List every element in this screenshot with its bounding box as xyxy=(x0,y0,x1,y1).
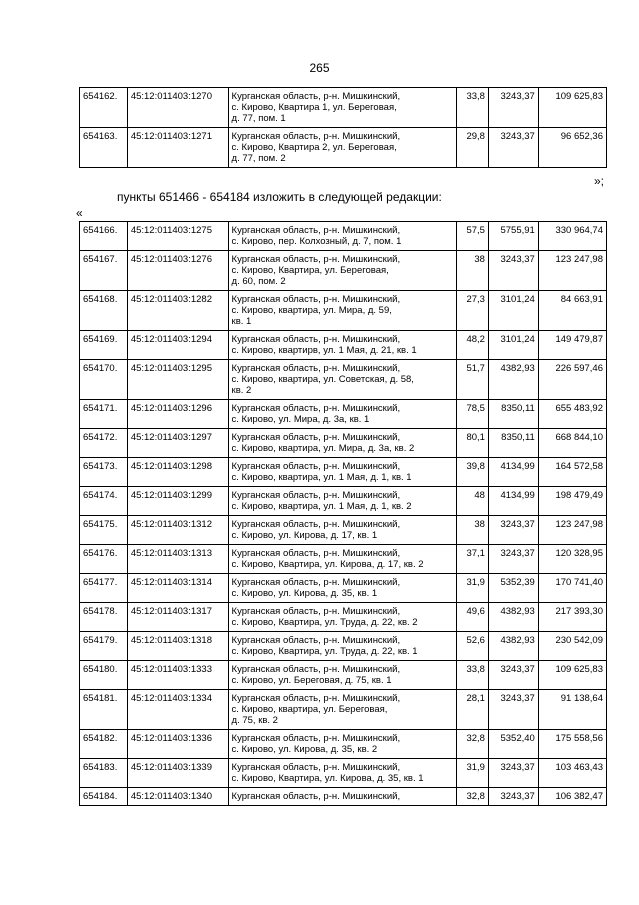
address-cell xyxy=(228,360,457,400)
price-per-unit-cell: 3101,24 xyxy=(488,291,538,331)
address-line: Курганская область, р-н. Мишкинский, xyxy=(231,548,401,559)
area-cell: 33,8 xyxy=(457,88,489,128)
address-line: Курганская область, р-н. Мишкинский, xyxy=(231,577,401,588)
table-row xyxy=(80,574,607,603)
total-value-cell: 120 328,95 xyxy=(538,545,606,574)
cadastral-number-cell: 45:12:011403:1282 xyxy=(127,291,228,331)
cadastral-number-cell: 45:12:011403:1318 xyxy=(127,632,228,661)
table-row xyxy=(80,291,607,331)
price-per-unit-cell: 3243,37 xyxy=(488,788,538,806)
total-value-cell: 175 558,56 xyxy=(538,730,606,759)
address-line: с. Кирово, квартира, ул. 1 Мая, д. 1, кв. 2 xyxy=(231,501,412,512)
address-cell xyxy=(228,545,457,574)
total-value-cell: 91 138,64 xyxy=(538,690,606,730)
area-cell: 52,6 xyxy=(457,632,489,661)
row-number-cell: 654178. xyxy=(80,603,128,632)
area-cell: 31,9 xyxy=(457,759,489,788)
total-value-cell: 123 247,98 xyxy=(538,516,606,545)
row-number-cell: 654167. xyxy=(80,251,128,291)
row-number-cell: 654183. xyxy=(80,759,128,788)
area-cell: 27,3 xyxy=(457,291,489,331)
row-number-cell: 654181. xyxy=(80,690,128,730)
address-line: с. Кирово, Квартира, ул. Труда, д. 22, кв. 1 xyxy=(231,646,418,657)
address-cell xyxy=(228,730,457,759)
address-cell xyxy=(228,690,457,730)
address-cell xyxy=(228,603,457,632)
address-line: с. Кирово, квартира, ул. Береговая, xyxy=(231,704,388,715)
total-value-cell: 226 597,46 xyxy=(538,360,606,400)
total-value-cell: 96 652,36 xyxy=(538,128,606,168)
address-cell xyxy=(228,222,457,251)
property-table-bottom xyxy=(79,221,607,806)
address-cell xyxy=(228,331,457,360)
total-value-cell: 198 479,49 xyxy=(538,487,606,516)
area-cell: 38 xyxy=(457,516,489,545)
area-cell: 31,9 xyxy=(457,574,489,603)
address-line: Курганская область, р-н. Мишкинский, xyxy=(231,334,401,345)
area-cell: 39,8 xyxy=(457,458,489,487)
table-row xyxy=(80,632,607,661)
address-line: Курганская область, р-н. Мишкинский, xyxy=(231,461,401,472)
price-per-unit-cell: 3243,37 xyxy=(488,661,538,690)
cadastral-number-cell: 45:12:011403:1312 xyxy=(127,516,228,545)
address-line: Курганская область, р-н. Мишкинский, xyxy=(231,254,401,265)
cadastral-number-cell: 45:12:011403:1333 xyxy=(127,661,228,690)
address-cell xyxy=(228,574,457,603)
address-line: с. Кирово, ул. Кирова, д. 17, кв. 1 xyxy=(231,530,378,541)
table-row xyxy=(80,360,607,400)
total-value-cell: 230 542,09 xyxy=(538,632,606,661)
address-line: Курганская область, р-н. Мишкинский, xyxy=(231,403,401,414)
row-number-cell: 654166. xyxy=(80,222,128,251)
price-per-unit-cell: 4382,93 xyxy=(488,603,538,632)
address-line: Курганская область, р-н. Мишкинский, xyxy=(231,519,401,530)
address-cell xyxy=(228,128,457,168)
price-per-unit-cell: 3243,37 xyxy=(488,690,538,730)
cadastral-number-cell: 45:12:011403:1294 xyxy=(127,331,228,360)
cadastral-number-cell: 45:12:011403:1336 xyxy=(127,730,228,759)
address-cell xyxy=(228,487,457,516)
address-line: Курганская область, р-н. Мишкинский, xyxy=(231,791,401,802)
total-value-cell: 330 964,74 xyxy=(538,222,606,251)
address-line: д. 60, пом. 2 xyxy=(231,276,286,287)
address-line: с. Кирово, квартирв, ул. 1 Мая, д. 21, кв. 1 xyxy=(231,345,417,356)
area-cell: 57,5 xyxy=(457,222,489,251)
address-line: кв. 1 xyxy=(231,316,252,327)
cadastral-number-cell: 45:12:011403:1299 xyxy=(127,487,228,516)
price-per-unit-cell: 5352,40 xyxy=(488,730,538,759)
price-per-unit-cell: 8350,11 xyxy=(488,400,538,429)
address-line: с. Кирово, Квартира, ул. Береговая, xyxy=(231,265,389,276)
address-cell xyxy=(228,759,457,788)
address-line: Курганская область, р-н. Мишкинский, xyxy=(231,693,401,704)
row-number-cell: 654170. xyxy=(80,360,128,400)
address-cell xyxy=(228,788,457,806)
total-value-cell: 668 844,10 xyxy=(538,429,606,458)
area-cell: 37,1 xyxy=(457,545,489,574)
row-number-cell: 654182. xyxy=(80,730,128,759)
area-cell: 78,5 xyxy=(457,400,489,429)
area-cell: 32,8 xyxy=(457,788,489,806)
price-per-unit-cell: 3243,37 xyxy=(488,128,538,168)
table-row xyxy=(80,759,607,788)
address-line: с. Кирово, ул. Береговая, д. 75, кв. 1 xyxy=(231,675,392,686)
address-line: Курганская область, р-н. Мишкинский, xyxy=(231,733,401,744)
cadastral-number-cell: 45:12:011403:1276 xyxy=(127,251,228,291)
table-row xyxy=(80,331,607,360)
price-per-unit-cell: 4134,99 xyxy=(488,458,538,487)
address-cell xyxy=(228,291,457,331)
row-number-cell: 654175. xyxy=(80,516,128,545)
address-line: д. 77, пом. 1 xyxy=(231,113,286,124)
price-per-unit-cell: 3243,37 xyxy=(488,545,538,574)
address-line: с. Кирово, Квартира 2, ул. Береговая, xyxy=(231,142,397,153)
table-row xyxy=(80,545,607,574)
area-cell: 48 xyxy=(457,487,489,516)
price-per-unit-cell: 3243,37 xyxy=(488,251,538,291)
row-number-cell: 654163. xyxy=(80,128,128,168)
row-number-cell: 654171. xyxy=(80,400,128,429)
row-number-cell: 654180. xyxy=(80,661,128,690)
address-line: с. Кирово, ул. Кирова, д. 35, кв. 2 xyxy=(231,744,378,755)
address-cell xyxy=(228,400,457,429)
row-number-cell: 654176. xyxy=(80,545,128,574)
address-line: с. Кирово, квартира, ул. Мира, д. 3а, кв. 2 xyxy=(231,443,415,454)
address-line: с. Кирово, Квартира, ул. Кирова, д. 17, кв. 2 xyxy=(231,559,424,570)
row-number-cell: 654168. xyxy=(80,291,128,331)
price-per-unit-cell: 3101,24 xyxy=(488,331,538,360)
price-per-unit-cell: 4382,93 xyxy=(488,360,538,400)
row-number-cell: 654174. xyxy=(80,487,128,516)
address-line: д. 77, пом. 2 xyxy=(231,153,286,164)
row-number-cell: 654173. xyxy=(80,458,128,487)
address-line: кв. 2 xyxy=(231,385,252,396)
address-line: Курганская область, р-н. Мишкинский, xyxy=(231,225,401,236)
cadastral-number-cell: 45:12:011403:1298 xyxy=(127,458,228,487)
total-value-cell: 164 572,58 xyxy=(538,458,606,487)
cadastral-number-cell: 45:12:011403:1334 xyxy=(127,690,228,730)
address-line: с. Кирово, Квартира, ул. Кирова, д. 35, кв. 1 xyxy=(231,773,424,784)
price-per-unit-cell: 3243,37 xyxy=(488,88,538,128)
address-cell xyxy=(228,516,457,545)
address-line: Курганская область, р-н. Мишкинский, xyxy=(231,490,401,501)
area-cell: 32,8 xyxy=(457,730,489,759)
table-row xyxy=(80,400,607,429)
address-line: с. Кирово, квартира, ул. Мира, д. 59, xyxy=(231,305,392,316)
table-row xyxy=(80,516,607,545)
address-line: Курганская область, р-н. Мишкинский, xyxy=(231,91,401,102)
address-cell xyxy=(228,251,457,291)
address-line: Курганская область, р-н. Мишкинский, xyxy=(231,664,401,675)
address-line: Курганская область, р-н. Мишкинский, xyxy=(231,635,401,646)
table-row xyxy=(80,603,607,632)
area-cell: 29,8 xyxy=(457,128,489,168)
price-per-unit-cell: 5352,39 xyxy=(488,574,538,603)
cadastral-number-cell: 45:12:011403:1340 xyxy=(127,788,228,806)
address-cell xyxy=(228,88,457,128)
area-cell: 49,6 xyxy=(457,603,489,632)
address-line: с. Кирово, ул. Мира, д. 3а, кв. 1 xyxy=(231,414,370,425)
table-row xyxy=(80,487,607,516)
price-per-unit-cell: 3243,37 xyxy=(488,516,538,545)
area-cell: 28,1 xyxy=(457,690,489,730)
total-value-cell: 106 382,47 xyxy=(538,788,606,806)
cadastral-number-cell: 45:12:011403:1314 xyxy=(127,574,228,603)
area-cell: 48,2 xyxy=(457,331,489,360)
total-value-cell: 109 625,83 xyxy=(538,661,606,690)
table-row xyxy=(80,458,607,487)
area-cell: 33,8 xyxy=(457,661,489,690)
total-value-cell: 103 463,43 xyxy=(538,759,606,788)
total-value-cell: 123 247,98 xyxy=(538,251,606,291)
closing-quote: »; xyxy=(594,174,605,188)
address-line: Курганская область, р-н. Мишкинский, xyxy=(231,606,401,617)
table-row xyxy=(80,88,607,128)
address-line: с. Кирово, пер. Колхозный, д. 7, пом. 1 xyxy=(231,236,402,247)
price-per-unit-cell: 4134,99 xyxy=(488,487,538,516)
property-table-top xyxy=(79,87,607,168)
cadastral-number-cell: 45:12:011403:1275 xyxy=(127,222,228,251)
address-line: с. Кирово, ул. Кирова, д. 35, кв. 1 xyxy=(231,588,378,599)
total-value-cell: 655 483,92 xyxy=(538,400,606,429)
area-cell: 38 xyxy=(457,251,489,291)
row-number-cell: 654172. xyxy=(80,429,128,458)
address-cell xyxy=(228,429,457,458)
cadastral-number-cell: 45:12:011403:1313 xyxy=(127,545,228,574)
cadastral-number-cell: 45:12:011403:1317 xyxy=(127,603,228,632)
cadastral-number-cell: 45:12:011403:1295 xyxy=(127,360,228,400)
cadastral-number-cell: 45:12:011403:1271 xyxy=(127,128,228,168)
total-value-cell: 217 393,30 xyxy=(538,603,606,632)
total-value-cell: 84 663,91 xyxy=(538,291,606,331)
address-line: Курганская область, р-н. Мишкинский, xyxy=(231,131,401,142)
cadastral-number-cell: 45:12:011403:1297 xyxy=(127,429,228,458)
address-line: с. Кирово, квартира, ул. 1 Мая, д. 1, кв. 1 xyxy=(231,472,412,483)
address-line: Курганская область, р-н. Мишкинский, xyxy=(231,762,401,773)
cadastral-number-cell: 45:12:011403:1270 xyxy=(127,88,228,128)
price-per-unit-cell: 8350,11 xyxy=(488,429,538,458)
address-line: Курганская область, р-н. Мишкинский, xyxy=(231,294,401,305)
price-per-unit-cell: 4382,93 xyxy=(488,632,538,661)
cadastral-number-cell: 45:12:011403:1296 xyxy=(127,400,228,429)
price-per-unit-cell: 5755,91 xyxy=(488,222,538,251)
row-number-cell: 654162. xyxy=(80,88,128,128)
row-number-cell: 654184. xyxy=(80,788,128,806)
area-cell: 80,1 xyxy=(457,429,489,458)
area-cell: 51,7 xyxy=(457,360,489,400)
table-row xyxy=(80,788,607,806)
table-row xyxy=(80,251,607,291)
table-row xyxy=(80,429,607,458)
row-number-cell: 654169. xyxy=(80,331,128,360)
address-line: с. Кирово, квартира, ул. Советская, д. 58, xyxy=(231,374,414,385)
table-row xyxy=(80,222,607,251)
address-line: д. 75, кв. 2 xyxy=(231,715,278,726)
table-row xyxy=(80,690,607,730)
address-cell xyxy=(228,632,457,661)
address-line: с. Кирово, Квартира 1, ул. Береговая, xyxy=(231,102,397,113)
total-value-cell: 170 741,40 xyxy=(538,574,606,603)
address-line: с. Кирово, Квартира, ул. Труда, д. 22, кв. 2 xyxy=(231,617,418,628)
total-value-cell: 109 625,83 xyxy=(538,88,606,128)
row-number-cell: 654179. xyxy=(80,632,128,661)
cadastral-number-cell: 45:12:011403:1339 xyxy=(127,759,228,788)
address-cell xyxy=(228,661,457,690)
address-line: Курганская область, р-н. Мишкинский, xyxy=(231,432,401,443)
open-quote: « xyxy=(76,206,83,220)
price-per-unit-cell: 3243,37 xyxy=(488,759,538,788)
address-cell xyxy=(228,458,457,487)
address-line: Курганская область, р-н. Мишкинский, xyxy=(231,363,401,374)
table-row xyxy=(80,730,607,759)
table-row xyxy=(80,661,607,690)
intro-text: пункты 651466 - 654184 изложить в следующей редакции: xyxy=(117,190,442,204)
page-number: 265 xyxy=(309,61,330,75)
table-row xyxy=(80,128,607,168)
row-number-cell: 654177. xyxy=(80,574,128,603)
total-value-cell: 149 479,87 xyxy=(538,331,606,360)
